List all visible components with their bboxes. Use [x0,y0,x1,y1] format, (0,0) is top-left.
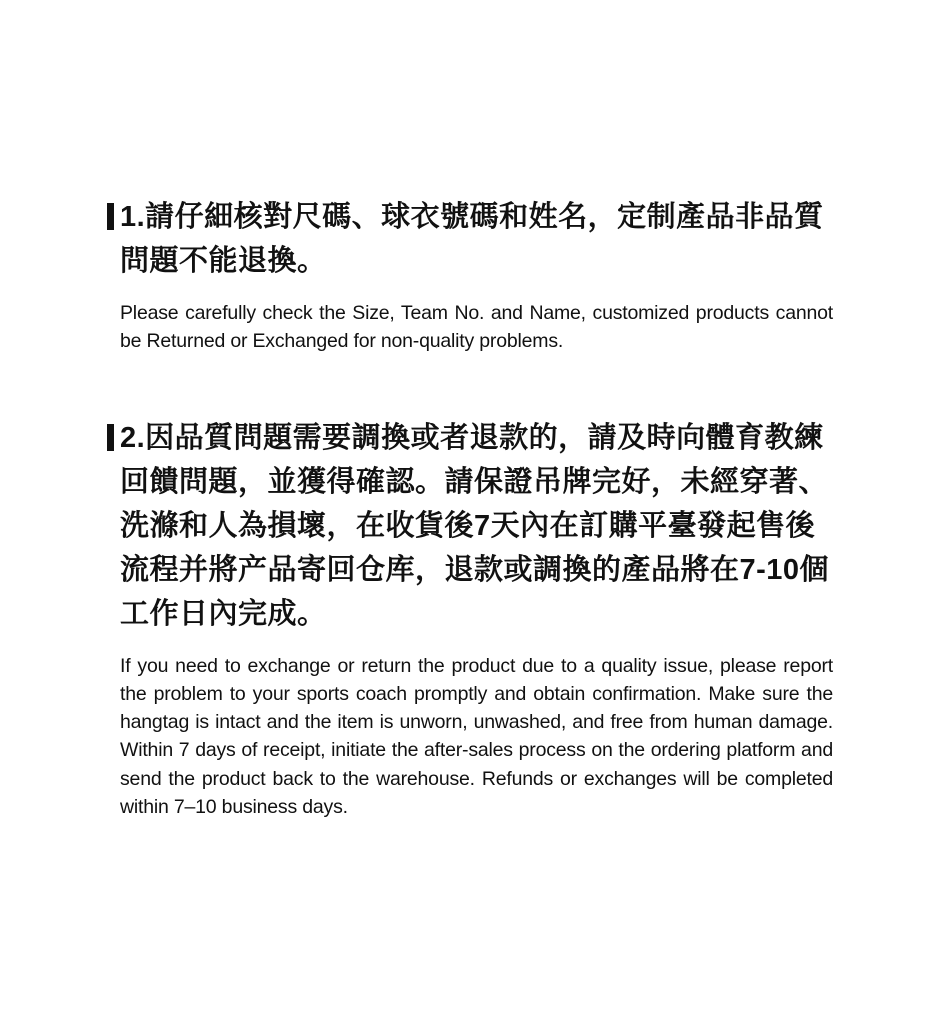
section-1-heading [120,195,833,283]
section-1-body-en: Please carefully check the Size, Team No. and Name, customized products cannot be Returned or Exchanged for non-quality problems. [120,302,833,353]
policy-content [120,195,833,821]
policy-section-2 [120,416,833,822]
section-2-heading-text-zh: 2.因品質問題需要調換或者退款的，請及時向體育教練回饋問題，並獲得確認。請保證吊牌完好，未經穿著、洗滌和人為損壞，在收貨後7天內在訂購平臺發起售後流程并將产品寄回仓库，退款或調換的產品將在7-10個工作日內完成。 [120,421,830,630]
section-2-body-en: If you need to exchange or return the product due to a quality issue, please report the problem to your sports coach promptly and obtain confirmation. Make sure the hangtag is intact and the item is unworn, unwashed, and free from human damage. Within 7 days of receipt, initiate the after-sales process on the ordering platform and send the product back to the warehouse. Refunds or exchanges will be completed within 7–10 business days. [120,654,833,819]
section-2-heading [120,416,833,636]
section-1-heading-text-zh: 1.請仔細核對尺碼、球衣號碼和姓名，定制產品非品質問題不能退換。 [120,201,824,277]
heading-accent-bar [107,424,114,451]
policy-section-1 [120,195,833,356]
heading-accent-bar [107,203,114,230]
